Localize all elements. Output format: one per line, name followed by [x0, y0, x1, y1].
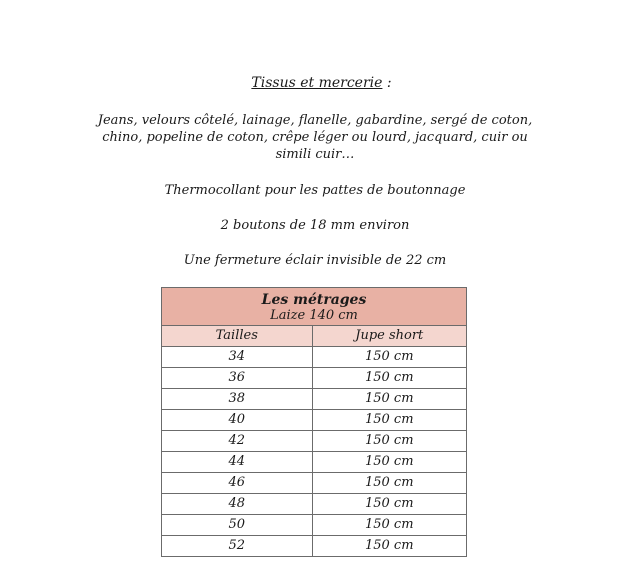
table-row: [162, 347, 467, 368]
length-cell: 150 cm: [312, 347, 466, 368]
table-row: [162, 431, 467, 452]
length-cell: 150 cm: [312, 494, 466, 515]
table-row: [162, 494, 467, 515]
table-heading-cell: [162, 288, 467, 326]
column-header-skort: Jupe short: [312, 326, 466, 347]
length-cell: 150 cm: [312, 368, 466, 389]
length-cell: 150 cm: [312, 452, 466, 473]
table-subheading: Laize 140 cm: [270, 307, 358, 323]
table-row: [162, 452, 467, 473]
size-cell: 42: [162, 431, 313, 452]
interfacing-paragraph: Thermocollant pour les pattes de boutonnage: [164, 183, 466, 198]
section-title: [0, 74, 643, 92]
fabrics-line: Jeans, velours côtelé, lainage, flanelle, gabardine, sergé de coton,: [97, 113, 533, 128]
table-row: [162, 368, 467, 389]
table-row: [162, 389, 467, 410]
section-title-suffix: :: [382, 75, 392, 91]
length-cell: 150 cm: [312, 431, 466, 452]
size-cell: 50: [162, 515, 313, 536]
size-cell: 46: [162, 473, 313, 494]
length-cell: 150 cm: [312, 410, 466, 431]
length-cell: 150 cm: [312, 536, 466, 557]
column-header-row: [162, 326, 467, 347]
table-row: [162, 410, 467, 431]
size-cell: 52: [162, 536, 313, 557]
size-cell: 38: [162, 389, 313, 410]
fabrics-paragraph: [60, 112, 570, 163]
table-row: [162, 536, 467, 557]
table-heading: Les métrages: [261, 291, 367, 308]
fabrics-line: simili cuir…: [275, 147, 355, 162]
size-cell: 40: [162, 410, 313, 431]
buttons-paragraph: 2 boutons de 18 mm environ: [220, 218, 410, 233]
size-cell: 36: [162, 368, 313, 389]
table-row: [162, 515, 467, 536]
section-title-text: Tissus et mercerie: [251, 75, 383, 91]
yardage-table: [161, 287, 467, 557]
length-cell: 150 cm: [312, 389, 466, 410]
length-cell: 150 cm: [312, 473, 466, 494]
size-cell: 48: [162, 494, 313, 515]
zipper-paragraph: Une fermeture éclair invisible de 22 cm: [183, 253, 447, 268]
size-cell: 44: [162, 452, 313, 473]
column-header-sizes: Tailles: [162, 326, 313, 347]
fabrics-line: chino, popeline de coton, crêpe léger ou lourd, jacquard, cuir ou: [102, 130, 528, 145]
table-row: [162, 473, 467, 494]
size-cell: 34: [162, 347, 313, 368]
length-cell: 150 cm: [312, 515, 466, 536]
